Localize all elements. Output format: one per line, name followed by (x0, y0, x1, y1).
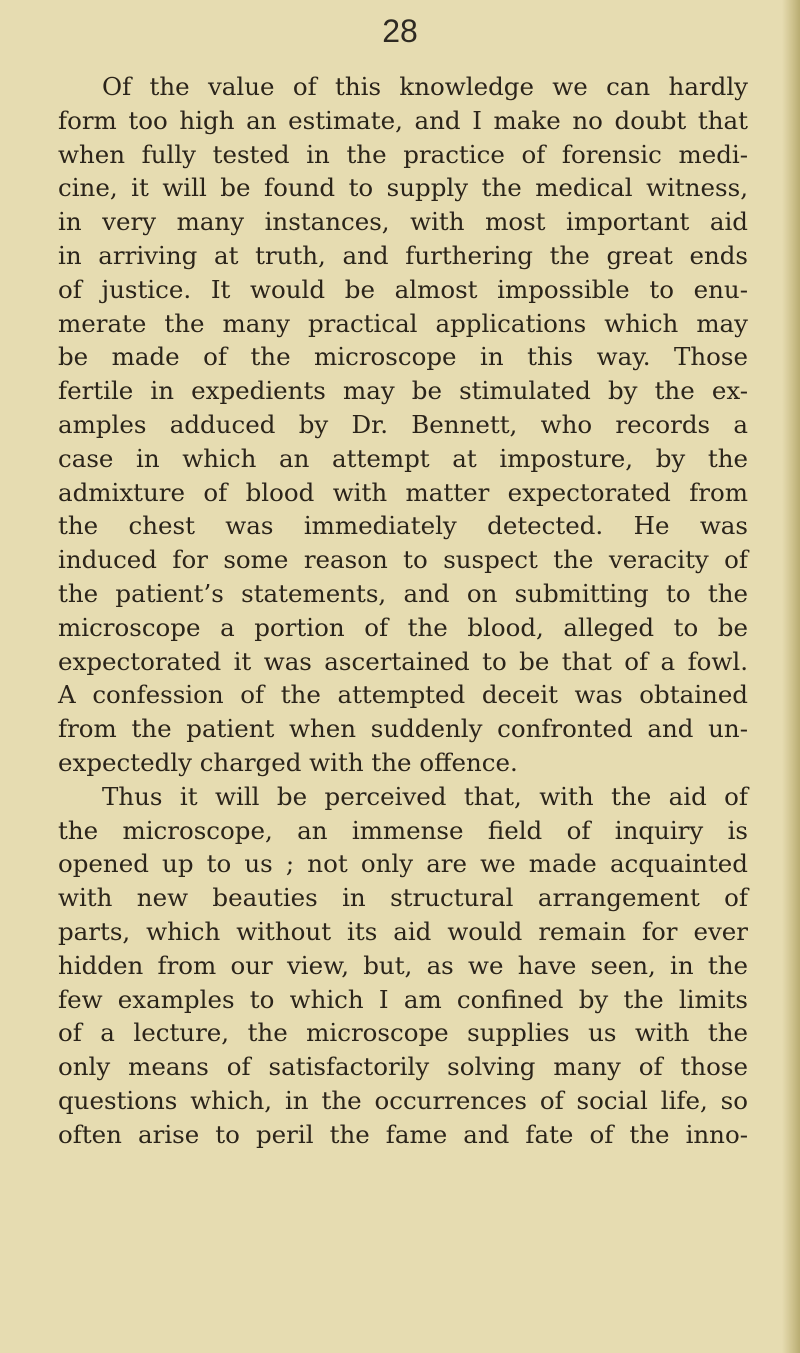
text-line: parts, which without its aid would remain for ever (58, 916, 748, 946)
text-line: Of the value of this knowledge we can hardly (102, 72, 748, 101)
text-line: fertile in expedients may be stimulated by the ex- (58, 376, 748, 406)
text-line: when fully tested in the practice of forensic medi- (58, 139, 748, 169)
text-line: in very many instances, with most important aid (58, 207, 748, 237)
text-line: of a lecture, the microscope supplies us with the (58, 1018, 748, 1048)
text-line: questions which, in the occurrences of social life, so (58, 1085, 748, 1115)
text-line: only means of satisfactorily solving many of those (58, 1052, 748, 1082)
text-line: opened up to us ; not only are we made acquainted (58, 849, 748, 879)
text-line: expectedly charged with the offence. (58, 747, 518, 777)
page-edge-shadow (782, 0, 800, 1353)
text-line: A confession of the attempted deceit was obtained (58, 680, 748, 710)
text-line: case in which an attempt at imposture, by the (58, 443, 748, 473)
text-line: of justice. It would be almost impossible to enu- (58, 274, 748, 304)
text-line: the patient’s statements, and on submitting to the (58, 578, 748, 608)
text-line: expectorated it was ascertained to be that of a fowl. (58, 646, 748, 676)
text-line: hidden from our view, but, as we have seen, in the (58, 950, 748, 980)
text-line: from the patient when suddenly confronted and un- (58, 714, 748, 744)
text-line: in arriving at truth, and furthering the great ends (58, 240, 748, 270)
text-line: be made of the microscope in this way. Those (58, 342, 748, 372)
text-line: with new beauties in structural arrangement of (58, 883, 748, 913)
text-line: Thus it will be perceived that, with the aid of (102, 781, 748, 811)
text-line: microscope a portion of the blood, alleged to be (58, 612, 748, 642)
body-text (58, 70, 748, 1152)
page-number: 28 (382, 13, 418, 49)
text-line: amples adduced by Dr. Bennett, who records a (58, 409, 748, 439)
text-line: merate the many practical applications which may (58, 308, 748, 338)
text-line: few examples to which I am confined by the limits (58, 984, 748, 1014)
text-line: form too high an estimate, and I make no doubt that (58, 105, 748, 135)
text-line: often arise to peril the fame and fate of the inno- (58, 1119, 748, 1149)
text-line: the chest was immediately detected. He was (58, 511, 748, 541)
text-line: induced for some reason to suspect the veracity of (58, 545, 748, 575)
text-line: the microscope, an immense field of inquiry is (58, 815, 748, 845)
text-line: admixture of blood with matter expectorated from (58, 477, 748, 507)
text-line: cine, it will be found to supply the medical witness, (58, 173, 748, 203)
